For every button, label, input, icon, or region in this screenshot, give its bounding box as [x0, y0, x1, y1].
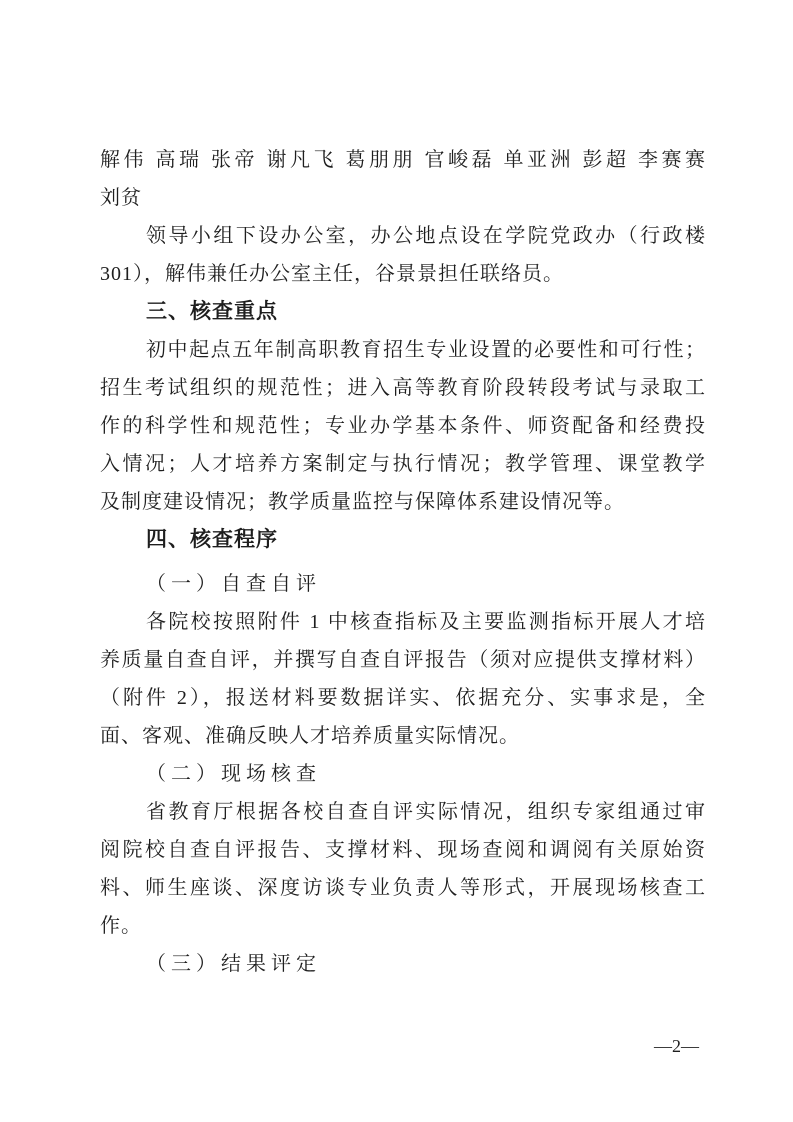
names-line: 解伟 高瑞 张帝 谢凡飞 葛朋朋 官峻磊 单亚洲 彭超 李赛赛 [100, 149, 706, 171]
para-keypoints-line-1: 初中起点五年制高职教育招生专业设置的必要性和可行性； [146, 339, 706, 361]
subheading-self-review: （一）自查自评 [146, 573, 321, 595]
document-body [100, 141, 706, 983]
para-onsite-line-4: 作。 [100, 915, 142, 937]
para-keypoints-line-2: 招生考试组织的规范性；进入高等教育阶段转段考试与录取工 [100, 377, 706, 399]
para-selfreview-line-2: 养质量自查自评，并撰写自查自评报告（须对应提供支撑材料） [100, 649, 706, 671]
heading-section-4-procedure: 四、核查程序 [146, 528, 278, 551]
para-keypoints-line-3: 作的科学性和规范性；专业办学基本条件、师资配备和经费投 [100, 415, 706, 437]
para-selfreview-line-4: 面、客观、准确反映人才培养质量实际情况。 [100, 725, 520, 747]
para-onsite-line-2: 阅院校自查自评报告、支撑材料、现场查阅和调阅有关原始资 [100, 839, 706, 861]
names-line-continued: 刘贫 [100, 187, 142, 209]
subheading-onsite-review: （二）现场核查 [146, 763, 321, 785]
para-office-line-2: 301），解伟兼任办公室主任，谷景景担任联络员。 [100, 263, 564, 285]
para-selfreview-line-1: 各院校按照附件 1 中核查指标及主要监测指标开展人才培 [146, 611, 706, 633]
para-keypoints-line-5: 及制度建设情况；教学质量监控与保障体系建设情况等。 [100, 491, 625, 513]
subheading-result-evaluation: （三）结果评定 [146, 953, 321, 975]
para-office-line-1: 领导小组下设办公室，办公地点设在学院党政办（行政楼 [146, 225, 706, 247]
heading-section-3-key-points: 三、核查重点 [146, 300, 278, 323]
para-onsite-line-1: 省教育厅根据各校自查自评实际情况，组织专家组通过审 [146, 801, 706, 823]
page-number: —2— [654, 1036, 699, 1056]
para-selfreview-line-3: （附件 2），报送材料要数据详实、依据充分、实事求是，全 [100, 687, 706, 709]
para-onsite-line-3: 料、师生座谈、深度访谈专业负责人等形式，开展现场核查工 [100, 877, 706, 899]
para-keypoints-line-4: 入情况；人才培养方案制定与执行情况；教学管理、课堂教学 [100, 453, 706, 475]
